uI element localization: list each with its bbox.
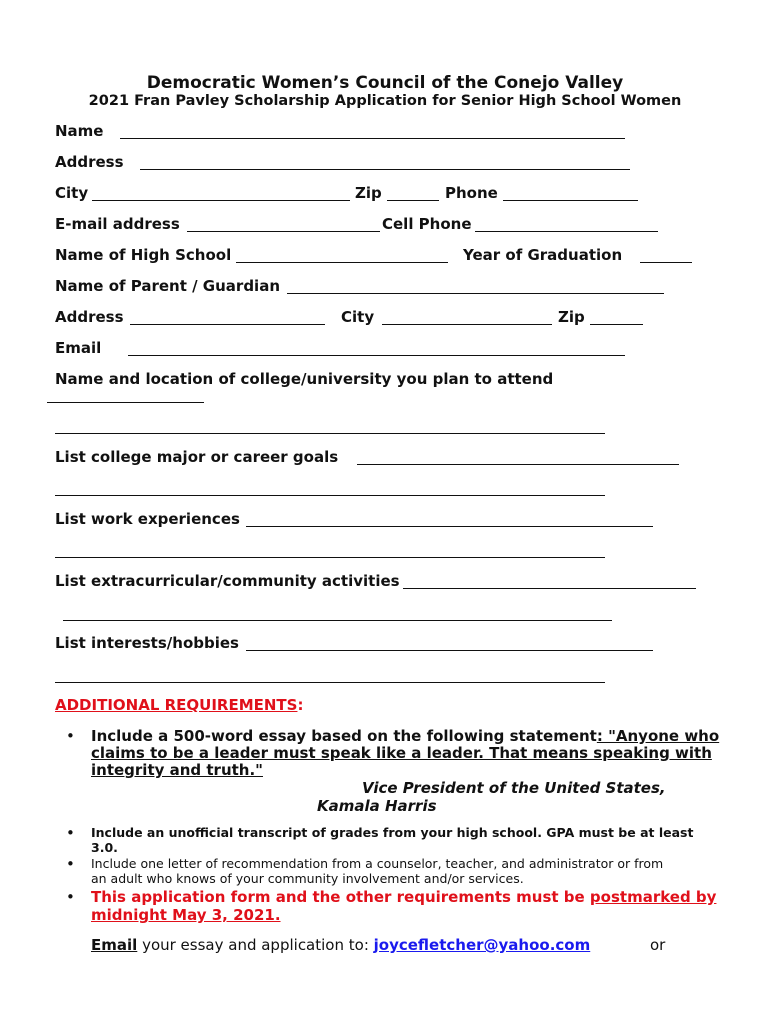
phone-label: Phone — [445, 184, 498, 202]
phone-field[interactable] — [503, 200, 638, 201]
or-text: or — [650, 936, 666, 954]
activities-field-2[interactable] — [63, 620, 612, 621]
bullet2-line2: 3.0. — [91, 840, 118, 855]
attribution-title: Vice President of the United States, — [362, 779, 666, 797]
parent-address-field[interactable] — [130, 324, 325, 325]
parent-city-label: City — [341, 308, 375, 326]
form-title: Democratic Women’s Council of the Conejo Valley — [146, 73, 624, 93]
parent-email-label: Email — [55, 339, 102, 357]
bullet-marker-1: • — [66, 727, 75, 745]
bullet3-line2: an adult who knows of your community involvement and/or services. — [91, 871, 524, 886]
bullet3-line1: Include one letter of recommendation from a counselor, teacher, and administrator or from — [91, 856, 664, 871]
parent-email-field[interactable] — [128, 355, 625, 356]
work-field-1[interactable] — [246, 526, 653, 527]
college-field-1[interactable] — [47, 402, 204, 403]
zip-field[interactable] — [387, 200, 439, 201]
cell-phone-field[interactable] — [475, 231, 658, 232]
bullet4-line1: This application form and the other requirements must be postmarked by — [91, 888, 717, 906]
high-school-label: Name of High School — [55, 246, 232, 264]
parent-address-label: Address — [55, 308, 124, 326]
cell-phone-label: Cell Phone — [382, 215, 472, 233]
interests-field-2[interactable] — [55, 682, 605, 683]
bullet-marker-2: • — [66, 824, 75, 842]
major-field-2[interactable] — [55, 495, 605, 496]
name-field[interactable] — [120, 138, 625, 139]
bullet1-line1: Include a 500-word essay based on the following statement: "Anyone who — [91, 727, 720, 745]
college-label: Name and location of college/university you plan to attend — [55, 370, 554, 388]
name-label: Name — [55, 122, 104, 140]
email-link[interactable]: joycefletcher@yahoo.com — [373, 936, 591, 954]
zip-label: Zip — [355, 184, 382, 202]
graduation-year-field[interactable] — [640, 262, 692, 263]
bullet2-line1: Include an unofficial transcript of grades from your high school. GPA must be at least — [91, 825, 694, 840]
requirements-heading: ADDITIONAL REQUIREMENTS: — [55, 696, 304, 714]
parent-city-field[interactable] — [382, 324, 552, 325]
interests-label: List interests/hobbies — [55, 634, 239, 652]
bullet1-line2: claims to be a leader must speak like a leader. That means speaking with — [91, 744, 712, 762]
work-field-2[interactable] — [55, 557, 605, 558]
parent-zip-label: Zip — [558, 308, 585, 326]
email-instruction: Email your essay and application to: joycefletcher@yahoo.com — [91, 936, 591, 954]
graduation-year-label: Year of Graduation — [463, 246, 623, 264]
parent-zip-field[interactable] — [590, 324, 643, 325]
parent-field[interactable] — [287, 293, 664, 294]
work-label: List work experiences — [55, 510, 240, 528]
attribution-name: Kamala Harris — [317, 797, 437, 815]
address-label: Address — [55, 153, 124, 171]
bullet1-line3: integrity and truth." — [91, 761, 263, 779]
email-address-label: E-mail address — [55, 215, 180, 233]
major-label: List college major or career goals — [55, 448, 339, 466]
bullet-marker-3: • — [66, 855, 75, 873]
address-field[interactable] — [140, 169, 630, 170]
major-field-1[interactable] — [357, 464, 679, 465]
form-subtitle: 2021 Fran Pavley Scholarship Application for Senior High School Women — [88, 93, 682, 109]
activities-field-1[interactable] — [403, 588, 696, 589]
city-field[interactable] — [92, 200, 350, 201]
activities-label: List extracurricular/community activities — [55, 572, 400, 590]
city-label: City — [55, 184, 89, 202]
high-school-field[interactable] — [236, 262, 448, 263]
bullet-marker-4: • — [66, 888, 75, 906]
email-address-field[interactable] — [187, 231, 380, 232]
college-field-2[interactable] — [55, 433, 605, 434]
bullet4-line2: midnight May 3, 2021. — [91, 906, 281, 924]
parent-label: Name of Parent / Guardian — [55, 277, 280, 295]
interests-field-1[interactable] — [246, 650, 653, 651]
